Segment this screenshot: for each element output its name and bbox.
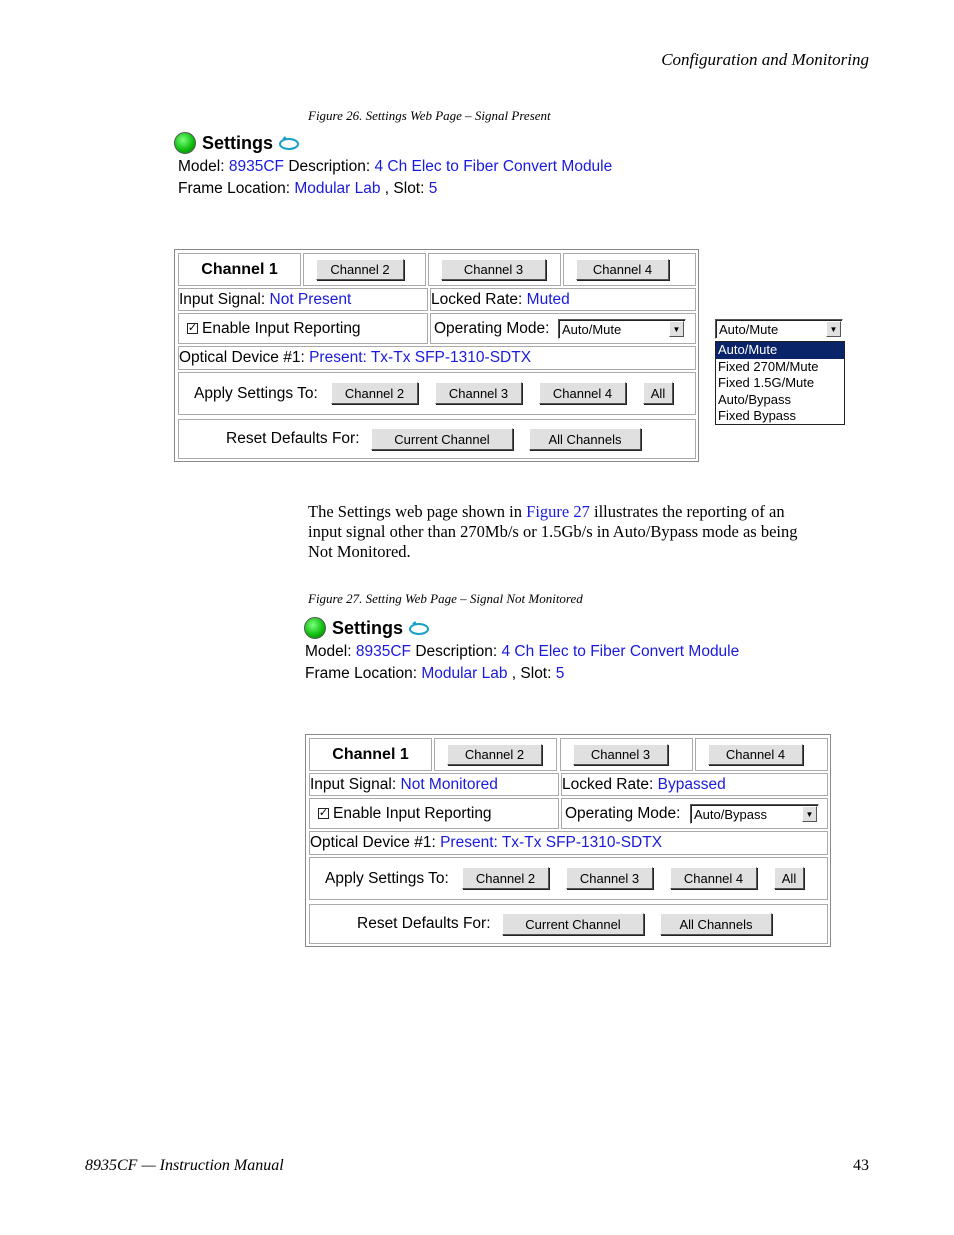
tab-channel-4[interactable]: Channel 4	[576, 259, 669, 280]
fig27-settings-header	[304, 617, 739, 683]
operating-mode-select[interactable]: Auto/Bypass ▼	[690, 804, 819, 824]
apply-channel-3-button[interactable]: Channel 3	[435, 382, 522, 404]
reset-defaults-cell	[309, 904, 828, 944]
optical-device-value: Present: Tx-Tx SFP-1310-SDTX	[440, 834, 663, 851]
reset-all-channels-button[interactable]: All Channels	[660, 913, 772, 935]
footer-manual-title: 8935CF — Instruction Manual	[85, 1157, 284, 1174]
option-auto-mute[interactable]: Auto/Mute	[716, 342, 844, 359]
tab-channel-3[interactable]: Channel 3	[441, 259, 546, 280]
fig26-settings-panel	[174, 249, 699, 462]
reset-defaults-cell	[178, 419, 696, 459]
apply-channel-2-button[interactable]: Channel 2	[331, 382, 418, 404]
enable-reporting-cell	[178, 313, 428, 344]
operating-mode-label: Operating Mode:	[434, 319, 550, 337]
figure-27-caption: Figure 27. Setting Web Page – Signal Not Monitored	[308, 591, 583, 606]
reset-current-channel-button[interactable]: Current Channel	[502, 913, 644, 935]
refresh-icon[interactable]	[278, 135, 300, 151]
page-number: 43	[853, 1157, 869, 1174]
reset-defaults-label: Reset Defaults For:	[226, 430, 360, 447]
model-line: Model: 8935CF Description: 4 Ch Elec to Fiber Convert Module	[305, 643, 740, 660]
enable-reporting-label: Enable Input Reporting	[202, 319, 361, 337]
operating-mode-select[interactable]: Auto/Mute ▼	[558, 319, 686, 339]
body-paragraph: The Settings web page shown in Figure 27 illustrates the reporting of an input signal other than 270Mb/s or 1.5Gb/s in Auto/Bypass mode as being Not Monitored.	[308, 502, 798, 561]
operating-mode-label: Operating Mode:	[565, 804, 681, 822]
option-fixed-1-5g-mute[interactable]: Fixed 1.5G/Mute	[718, 375, 815, 390]
input-signal-cell: Input Signal: Not Present	[178, 288, 428, 311]
apply-channel-3-button[interactable]: Channel 3	[566, 867, 653, 889]
frame-line: Frame Location: Modular Lab , Slot: 5	[178, 180, 438, 197]
tab-channel-2-cell	[303, 253, 426, 286]
chevron-down-icon[interactable]: ▼	[826, 321, 841, 337]
enable-reporting-label: Enable Input Reporting	[333, 804, 492, 822]
tab-channel-3-cell	[428, 253, 561, 286]
apply-channel-2-button[interactable]: Channel 2	[462, 867, 549, 889]
locked-rate-cell: Locked Rate: Bypassed	[561, 773, 828, 796]
optical-device-value: Present: Tx-Tx SFP-1310-SDTX	[309, 349, 532, 366]
apply-channel-4-button[interactable]: Channel 4	[539, 382, 626, 404]
apply-settings-cell	[178, 372, 696, 415]
frame-link[interactable]: Modular Lab	[294, 180, 381, 197]
option-auto-bypass[interactable]: Auto/Bypass	[718, 391, 791, 407]
locked-rate-value: Muted	[526, 290, 570, 308]
operating-mode-cell	[561, 798, 828, 829]
apply-channel-4-button[interactable]: Channel 4	[670, 867, 757, 889]
reset-current-channel-button[interactable]: Current Channel	[371, 428, 513, 450]
fig27-settings-panel	[305, 734, 831, 947]
settings-title: Settings	[202, 132, 274, 153]
tab-channel-4-cell	[695, 738, 828, 771]
input-signal-value: Not Monitored	[400, 775, 498, 793]
input-signal-cell: Input Signal: Not Monitored	[309, 773, 559, 796]
reset-all-channels-button[interactable]: All Channels	[529, 428, 641, 450]
option-fixed-270m-mute[interactable]: Fixed 270M/Mute	[718, 358, 819, 374]
optical-device-cell: Optical Device #1: Present: Tx-Tx SFP-1310-SDTX	[178, 346, 696, 370]
tab-channel-1[interactable]: Channel 1	[178, 253, 301, 286]
locked-rate-cell: Locked Rate: Muted	[430, 288, 696, 311]
apply-settings-cell	[309, 857, 828, 900]
description-link[interactable]: 4 Ch Elec to Fiber Convert Module	[501, 643, 740, 660]
reset-defaults-label: Reset Defaults For:	[357, 915, 491, 932]
input-signal-value: Not Present	[269, 290, 352, 308]
operating-mode-dropdown-closed[interactable]: Auto/Mute ▼	[715, 319, 843, 339]
status-led-icon	[304, 617, 326, 639]
enable-reporting-checkbox[interactable]: ✓	[318, 807, 329, 819]
figure-26-caption: Figure 26. Settings Web Page – Signal Present	[308, 108, 551, 123]
chevron-down-icon[interactable]: ▼	[669, 321, 684, 337]
frame-link[interactable]: Modular Lab	[421, 665, 508, 682]
apply-all-button[interactable]: All	[774, 867, 804, 889]
apply-settings-label: Apply Settings To:	[325, 869, 449, 887]
model-line: Model: 8935CF Description: 4 Ch Elec to Fiber Convert Module	[178, 158, 613, 175]
tab-channel-4-cell	[563, 253, 696, 286]
tab-channel-3-cell	[560, 738, 693, 771]
optical-device-cell: Optical Device #1: Present: Tx-Tx SFP-1310-SDTX	[309, 831, 828, 855]
option-fixed-bypass[interactable]: Fixed Bypass	[718, 408, 797, 423]
slot-link[interactable]: 5	[555, 665, 565, 682]
tab-channel-1[interactable]: Channel 1	[309, 738, 432, 771]
model-link[interactable]: 8935CF	[228, 158, 284, 175]
fig26-settings-header	[174, 132, 612, 198]
figure-27-link[interactable]: Figure 27	[526, 502, 590, 521]
refresh-icon[interactable]	[408, 620, 430, 636]
settings-title: Settings	[332, 617, 404, 638]
tab-channel-3[interactable]: Channel 3	[573, 744, 668, 765]
running-header: Configuration and Monitoring	[661, 50, 869, 69]
tab-channel-2[interactable]: Channel 2	[447, 744, 542, 765]
operating-mode-options-list	[715, 341, 845, 425]
locked-rate-value: Bypassed	[657, 775, 726, 793]
description-link[interactable]: 4 Ch Elec to Fiber Convert Module	[374, 158, 613, 175]
enable-reporting-cell	[309, 798, 559, 829]
apply-settings-label: Apply Settings To:	[194, 384, 318, 402]
apply-all-button[interactable]: All	[643, 382, 673, 404]
chevron-down-icon[interactable]: ▼	[802, 806, 817, 822]
slot-link[interactable]: 5	[428, 180, 438, 197]
frame-line: Frame Location: Modular Lab , Slot: 5	[305, 665, 565, 682]
operating-mode-cell	[430, 313, 696, 344]
tab-channel-2[interactable]: Channel 2	[316, 259, 404, 280]
model-link[interactable]: 8935CF	[355, 643, 411, 660]
tab-channel-2-cell	[434, 738, 557, 771]
enable-reporting-checkbox[interactable]: ✓	[187, 322, 198, 334]
tab-channel-4[interactable]: Channel 4	[708, 744, 803, 765]
status-led-icon	[174, 132, 196, 154]
